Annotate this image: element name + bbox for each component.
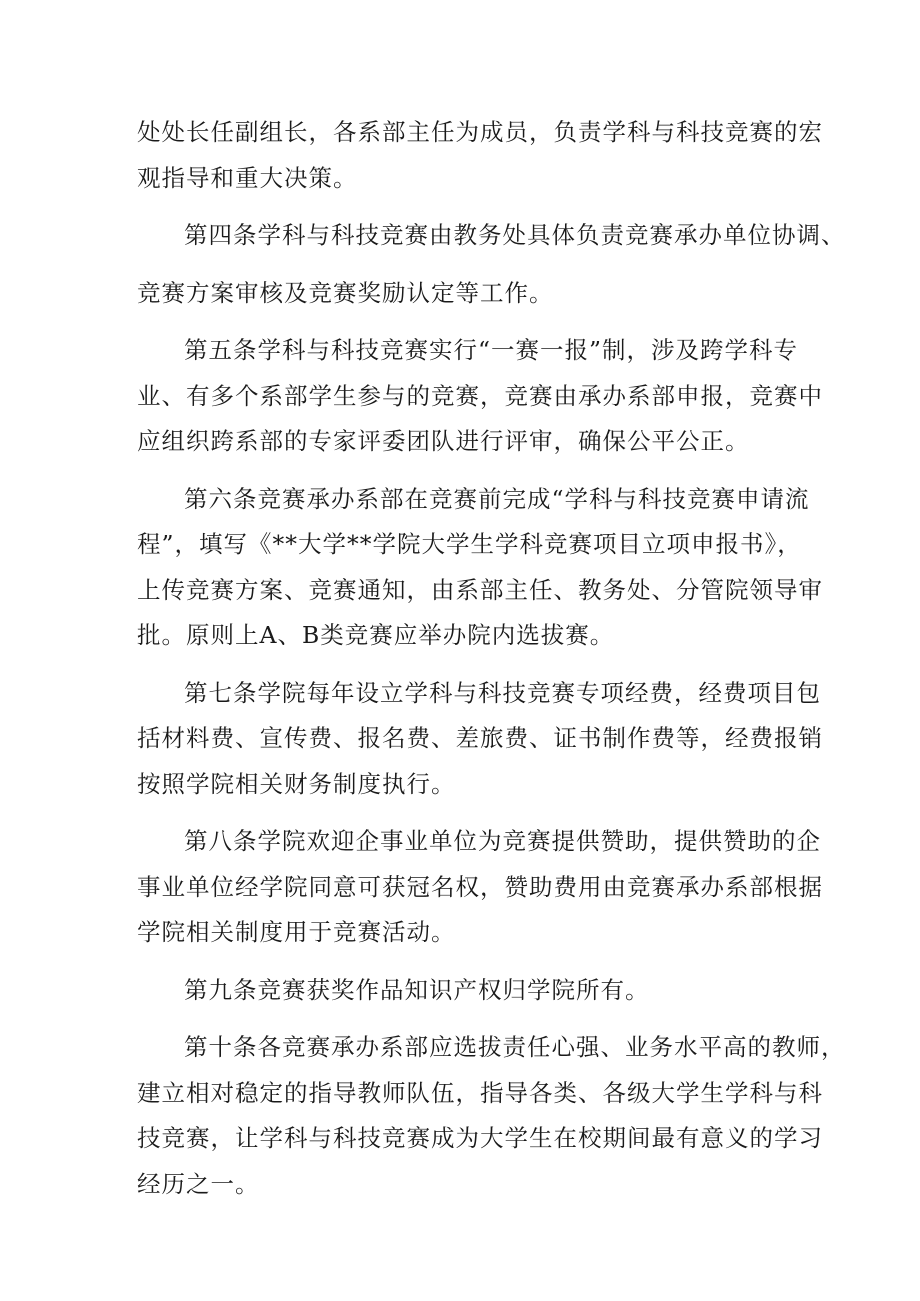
article-10-line: 第十条各竞赛承办系部应选拔责任心强、业务水平高的教师， [184, 1033, 846, 1061]
article-8-line: 学院相关制度用于竞赛活动。 [137, 918, 456, 946]
article-7-line: 按照学院相关财务制度执行。 [137, 769, 456, 798]
article-10-line: 建立相对稳定的指导教师队伍，指导各类、各级大学生学科与科 [137, 1078, 823, 1107]
paragraph-line: 处处长任副组长，各系部主任为成员，负责学科与科技竞赛的宏 [137, 118, 823, 146]
article-5-line: 第五条学科与科技竞赛实行“一赛一报”制，涉及跨学科专 [184, 336, 799, 364]
article-8-line: 第八条学院欢迎企事业单位为竞赛提供赞助，提供赞助的企 [184, 827, 821, 855]
article-5-line: 应组织跨系部的专家评委团队进行评审，确保公平公正。 [137, 427, 750, 455]
article-6-line: 上传竞赛方案、竞赛通知，由系部主任、教务处、分管院领导审 [137, 575, 823, 604]
article-10-line: 经历之一。 [137, 1169, 260, 1198]
article-6-line: 程”，填写《**大学**学院大学生学科竞赛项目立项申报书》， [137, 530, 802, 558]
article-6-line: 批。原则上A、B类竞赛应举办院内选拔赛。 [137, 621, 615, 649]
article-10-line: 技竞赛，让学科与科技竞赛成为大学生在校期间最有意义的学习 [137, 1124, 823, 1152]
article-5-line: 业、有多个系部学生参与的竞赛，竞赛由承办系部申报，竞赛中 [137, 381, 823, 410]
article-6-line: 第六条竞赛承办系部在竞赛前完成“学科与科技竞赛申请流 [184, 484, 810, 513]
article-4-line: 竞赛方案审核及竞赛奖励认定等工作。 [137, 278, 554, 307]
paragraph-line: 观指导和重大决策。 [137, 163, 358, 192]
article-7-line: 括材料费、宣传费、报名费、差旅费、证书制作费等，经费报销 [137, 724, 823, 752]
article-9-line: 第九条竞赛获奖作品知识产权归学院所有。 [184, 975, 650, 1004]
article-8-line: 事业单位经学院同意可获冠名权，赞助费用由竞赛承办系部根据 [137, 872, 823, 901]
article-7-line: 第七条学院每年设立学科与科技竞赛专项经费，经费项目包 [184, 678, 821, 707]
article-4-line: 第四条学科与科技竞赛由教务处具体负责竞赛承办单位协调、 [184, 221, 846, 249]
document-body [137, 110, 846, 1207]
